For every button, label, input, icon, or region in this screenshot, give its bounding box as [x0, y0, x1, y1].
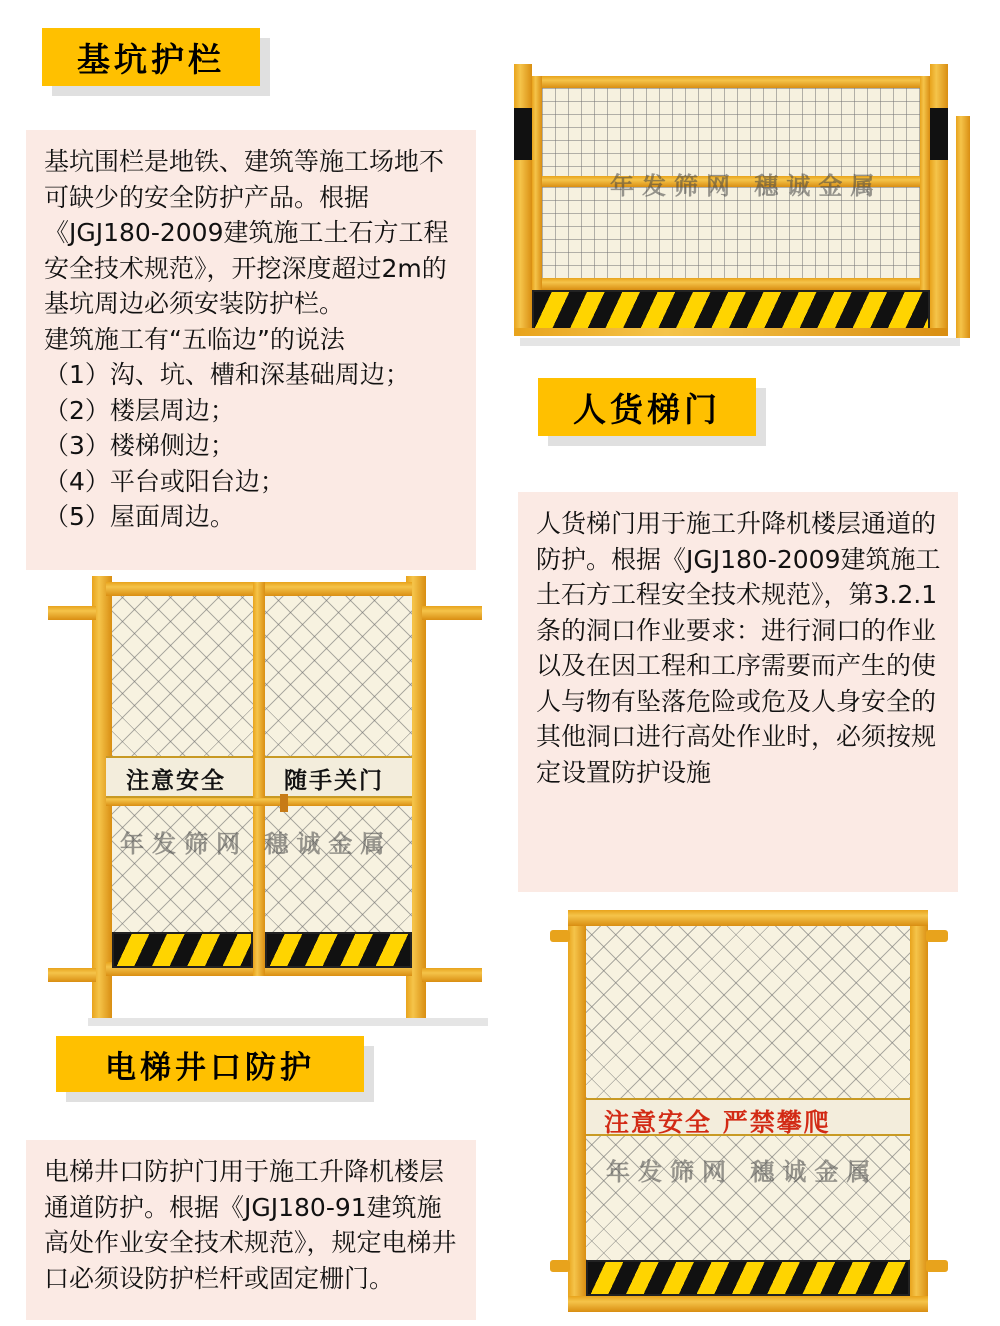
gate-arm-right-top [422, 606, 482, 620]
gate-center-stile-band [253, 756, 265, 798]
paragraph: （2）楼层周边； [44, 395, 235, 425]
fence-watermark: 年发筛网 穗诚金属 [610, 172, 883, 200]
shaft-hazard-board [586, 1260, 910, 1296]
shaft-watermark: 年发筛网 穗诚金属 [606, 1158, 879, 1186]
fence-mesh-upper [542, 88, 920, 176]
gate-handle [280, 794, 288, 812]
fence-post-left [514, 64, 532, 336]
paragraph: （5）屋面周边。 [44, 502, 235, 531]
paragraph: 基坑围栏是地铁、建筑等施工场地不可缺少的安全防护产品。根据《JGJ180-2009建筑施工土石方工程安全技术规范》，开挖深度超过2m的基坑周边必须安装防护栏。 [44, 147, 449, 318]
paragraph: 电梯井口防护门用于施工升降机楼层通道防护。根据《JGJ180-91建筑施高处作业安全技术规范》，规定电梯井口必须设防护栏杆或固定栅门。 [44, 1157, 457, 1293]
section-banner-renhuo: 人货梯门 [538, 378, 756, 436]
shaft-lug-bl [550, 1260, 570, 1272]
gate-shadow [88, 1018, 488, 1026]
text-block-jikeng [26, 130, 476, 570]
fence-stile-right [920, 76, 930, 290]
paragraph: 人货梯门用于施工升降机楼层通道的防护。根据《JGJ180-2009建筑施工土石方工程安全技术规范》，第3.2.1条的洞口作业要求：进行洞口的作业以及在因工程和工序需要而产生的使人与物有坠落危险或危及人身安全的其他洞口进行高处作业时，必须按规定设置防护设施 [536, 509, 941, 787]
shaft-warning-text: 注意安全 严禁攀爬 [604, 1108, 831, 1137]
gate-arm-right-bottom [422, 968, 482, 982]
fence-base [514, 328, 948, 336]
text-block-dianti [26, 1140, 476, 1320]
paragraph: （3）楼梯侧边； [44, 431, 235, 460]
shaft-frame-left [568, 910, 586, 1312]
shaft-frame-bottom [568, 1296, 928, 1312]
shaft-frame-right [910, 910, 928, 1312]
section-banner-dianti: 电梯井口防护 [56, 1036, 364, 1092]
product-image-gate [48, 566, 488, 1026]
fence-rail-top [532, 76, 930, 88]
shaft-mesh-upper [586, 926, 910, 1098]
shaft-frame-top [568, 910, 928, 926]
fence-post-right [930, 64, 948, 336]
gate-label-right: 随手关门 [284, 768, 384, 794]
gate-arm-left-bottom [48, 968, 96, 982]
fence-rail-bottom [532, 278, 930, 290]
fence-extra-post [956, 116, 970, 338]
shaft-lug-br [926, 1260, 948, 1272]
gate-watermark: 年发筛网 穗诚金属 [120, 830, 393, 858]
section-banner-jikeng: 基坑护栏 [42, 28, 260, 86]
gate-mesh-top-left [112, 596, 253, 756]
gate-arm-left-top [48, 606, 96, 620]
gate-hazard-right [265, 932, 412, 968]
fence-stile-left [532, 76, 542, 290]
paragraph: （4）平台或阳台边； [44, 466, 285, 496]
gate-label-left: 注意安全 [126, 768, 226, 794]
shaft-lug-tr [926, 930, 948, 942]
gate-mesh-top-right [265, 596, 412, 756]
fence-post-right-cap [930, 108, 948, 160]
shaft-lug-tl [550, 930, 570, 942]
product-image-shaft-door [540, 900, 960, 1320]
product-image-fence [500, 56, 980, 346]
fence-hazard-board [532, 290, 930, 330]
gate-hazard-left [112, 932, 253, 968]
text-block-renhuo [518, 492, 958, 892]
paragraph: 建筑施工有“五临边”的说法 [44, 324, 345, 354]
fence-shadow [520, 338, 960, 346]
paragraph: （1）沟、坑、槽和深基础周边； [44, 360, 410, 389]
fence-post-left-cap [514, 108, 532, 160]
